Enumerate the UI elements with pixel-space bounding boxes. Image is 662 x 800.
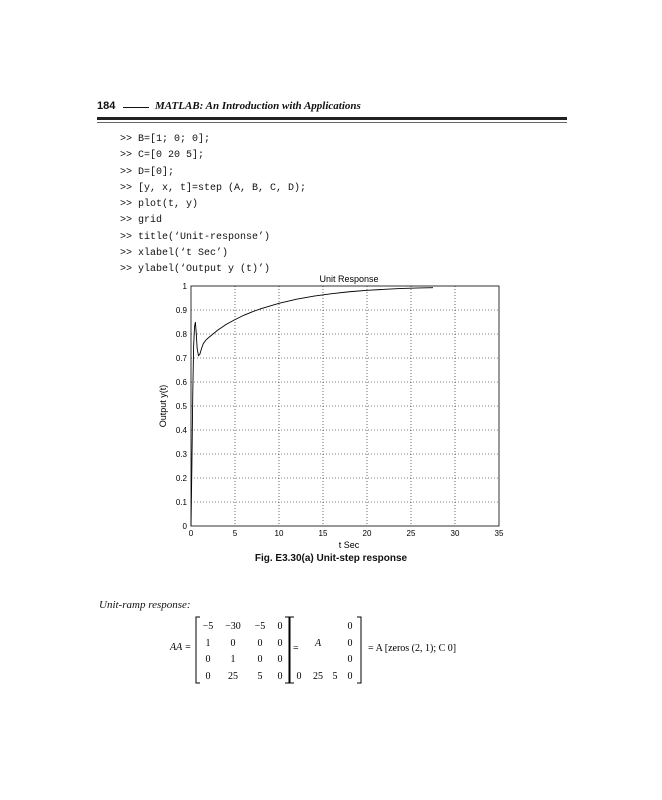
- m1-cell: 0: [277, 654, 283, 665]
- unit-response-chart: [150, 270, 520, 555]
- x-tick-label: 25: [406, 529, 416, 538]
- y-tick-label: 0.7: [175, 354, 187, 363]
- m1-cell: 1: [205, 638, 211, 649]
- series-layer: [191, 288, 433, 526]
- matrix-equation: [150, 614, 490, 686]
- code-line: >> B=[1; 0; 0];: [120, 134, 211, 145]
- m1-right-bracket: [285, 617, 289, 683]
- code-line: >> title(‘Unit-response’): [120, 231, 271, 243]
- chart-title: Unit Response: [319, 274, 379, 284]
- m1-cell: 25: [228, 671, 238, 682]
- code-line: >> [y, x, t]=step (A, B, C, D);: [120, 182, 307, 194]
- ramp-heading: Unit-ramp response:: [99, 599, 191, 611]
- header-dash: [123, 107, 149, 108]
- y-tick-label: 1: [182, 282, 187, 291]
- m2-col-cell: 0: [347, 621, 353, 632]
- m2-col-cell: 0: [347, 638, 353, 649]
- y-tick-label: 0.4: [175, 426, 187, 435]
- y-tick-label: 0.5: [175, 402, 187, 411]
- m2-bottom-cell: 0: [296, 671, 302, 682]
- m1-cell: 0: [257, 638, 263, 649]
- x-tick-label: 15: [318, 529, 328, 538]
- eq-sign: =: [293, 643, 299, 654]
- figure-caption: Fig. E3.30(a) Unit-step response: [254, 553, 408, 564]
- y-tick-label: 0.3: [175, 450, 187, 459]
- m1-cell: 5: [257, 671, 263, 682]
- y-tick-label: 0.8: [175, 330, 187, 339]
- x-axis-label: t Sec: [338, 540, 360, 550]
- x-tick-label: 35: [494, 529, 504, 538]
- grid-lines: [191, 286, 499, 526]
- code-line: >> plot(t, y): [120, 199, 199, 211]
- eq-rhs: = A [zeros (2, 1); C 0]: [368, 643, 457, 654]
- x-tick-label: 20: [362, 529, 372, 538]
- m2-col-cell: 0: [347, 671, 353, 682]
- m2-bottom-cell: 25: [313, 671, 323, 682]
- code-line: >> D=[0];: [120, 166, 175, 178]
- m1-left-bracket: [196, 617, 200, 683]
- code-line: >> C=[0 20 5];: [120, 150, 205, 162]
- x-tick-label: 0: [188, 529, 194, 538]
- m2-col-cell: 0: [347, 654, 353, 665]
- m1-cell: 0: [277, 621, 283, 632]
- m1-cell: 0: [277, 638, 283, 649]
- m2-block-a: A: [314, 638, 322, 649]
- m2-right-bracket: [357, 617, 361, 683]
- y-tick-label: 0.1: [175, 498, 187, 507]
- x-tick-label: 10: [274, 529, 284, 538]
- m1-cell: 0: [230, 638, 236, 649]
- m1-cell: 0: [277, 671, 283, 682]
- code-line: >> ylabel(‘Output y (t)’): [120, 264, 271, 276]
- y-tick-label: 0.6: [175, 378, 187, 387]
- m1-cell: 0: [205, 654, 211, 665]
- code-line: >> xlabel(‘t Sec’): [120, 248, 229, 260]
- m1-cell: −5: [254, 621, 266, 632]
- running-header: [97, 100, 567, 114]
- y-tick-label: 0.2: [175, 474, 187, 483]
- m1-cell: 0: [205, 671, 211, 682]
- y-tick-label: 0.9: [175, 306, 187, 315]
- m1-cell: 0: [257, 654, 263, 665]
- series-line-y: [191, 288, 433, 526]
- m1-cell: −5: [202, 621, 214, 632]
- matlab-code-listing: [120, 132, 306, 279]
- code-line: >> grid: [120, 215, 163, 227]
- eq-lhs: AA =: [170, 642, 192, 653]
- header-rule: [97, 117, 567, 120]
- header-rule-thin: [97, 122, 567, 123]
- y-axis-label: Output y(t): [158, 384, 168, 428]
- m1-cell: 1: [230, 654, 236, 665]
- y-tick-label: 0: [182, 522, 187, 531]
- x-tick-label: 30: [450, 529, 460, 538]
- m2-bottom-cell: 5: [332, 671, 338, 682]
- running-title: MATLAB: An Introduction with Applications: [155, 100, 361, 112]
- x-tick-label: 5: [232, 529, 238, 538]
- page-number: 184: [97, 100, 116, 112]
- m1-cell: −30: [225, 621, 241, 632]
